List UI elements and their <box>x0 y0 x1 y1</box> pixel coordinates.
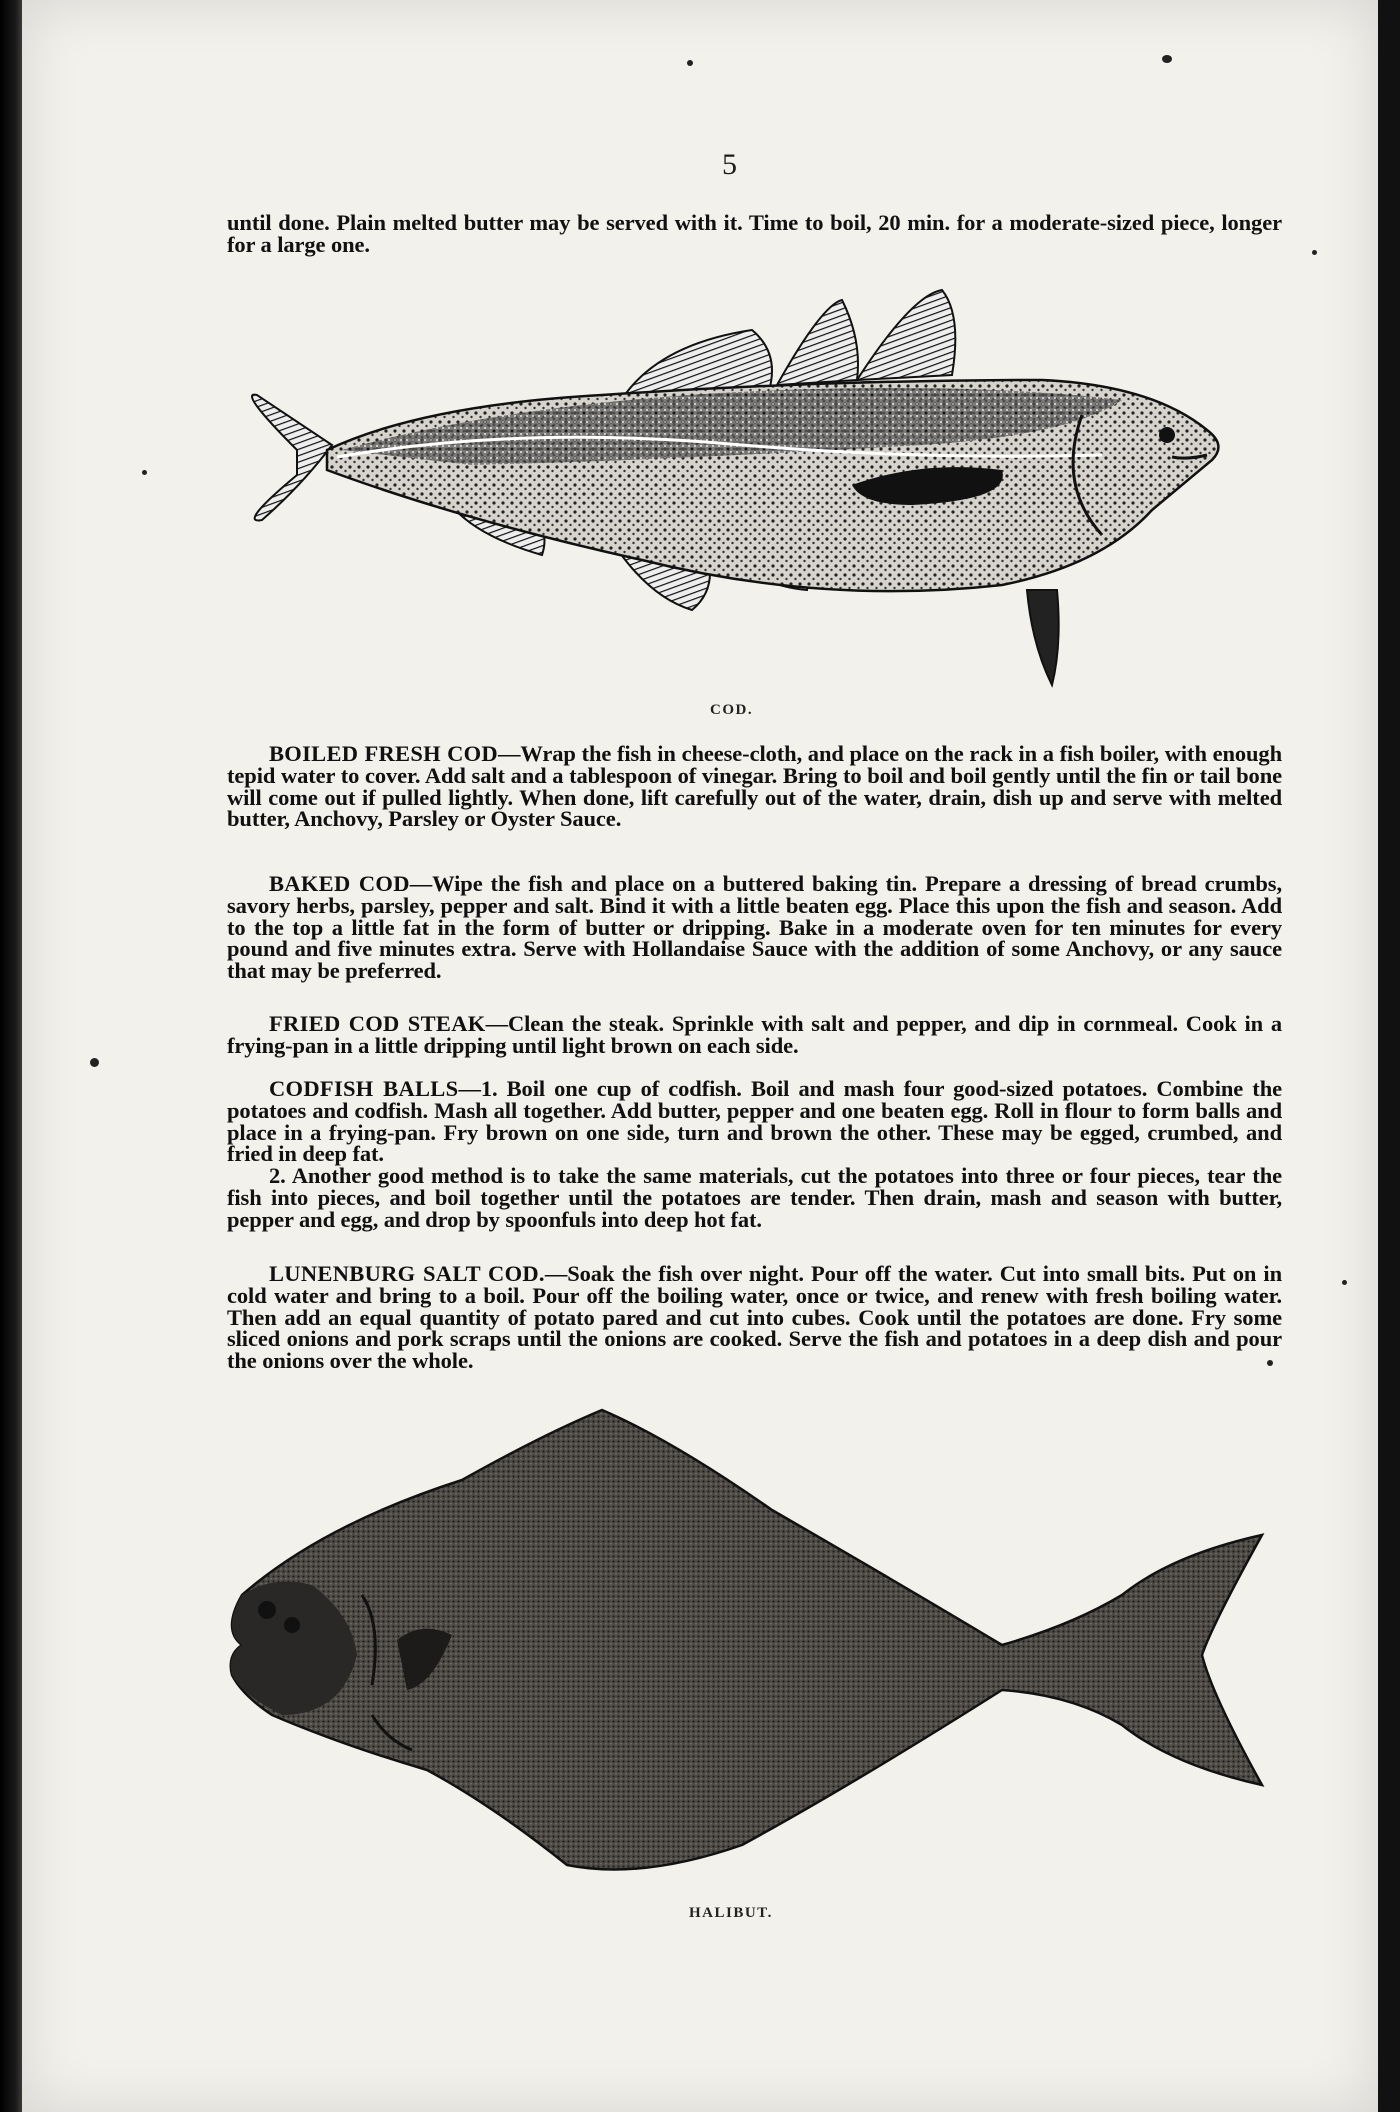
recipe-lunenburg-salt-cod <box>227 1263 1282 1372</box>
recipe-body: —Clean the steak. Sprinkle with salt and pepper, and dip in cornmeal. Cook in a frying-pan in a little dripping until light brown on each side. <box>227 1011 1282 1058</box>
recipe-title: BOILED FRESH COD <box>269 741 498 766</box>
scan-speck <box>1342 1280 1347 1285</box>
page-number: 5 <box>722 148 737 181</box>
book-page[interactable] <box>22 0 1378 2112</box>
scan-speck <box>1267 1360 1273 1366</box>
halibut-illustration <box>212 1395 1292 1915</box>
recipe-baked-cod <box>227 873 1282 982</box>
recipe-title: CODFISH BALLS <box>269 1076 459 1101</box>
halibut-caption: HALIBUT. <box>689 1905 773 1921</box>
recipe-body: —1. Boil one cup of codfish. Boil and mash four good-sized potatoes. Combine the potatoes and codfish. Mash all together. Add butter, pepper and one beaten egg. Roll in flour to form balls and place in a frying-pan. Fry brown on one side, turn and brown the other. These may be egged, crumbed, and fried in deep fat. <box>227 1076 1283 1167</box>
cod-illustration <box>222 285 1282 705</box>
book-spine <box>0 0 22 2112</box>
recipe-codfish-balls <box>227 1078 1282 1231</box>
scan-speck <box>687 60 693 66</box>
recipe-body: —Wipe the fish and place on a buttered baking tin. Prepare a dressing of bread crumbs, savory herbs, parsley, pepper and salt. Bind it with a little beaten egg. Place this upon the fish and season. Add to the top a little fat in the form of butter or dripping. Bake in a moderate oven for ten minutes for every pound and five minutes extra. Serve with Hollandaise Sauce with the addition of some Anchovy, or any sauce that may be preferred. <box>227 871 1282 984</box>
recipe-body: —Soak the fish over night. Pour off the water. Cut into small bits. Put on in cold water and bring to a boil. Pour off the boiling water, once or twice, and renew with fresh boiling water. Then add an equal quantity of potato pared and cut into cubes. Cook until the potatoes are done. Fry some sliced onions and pork scraps until the onions are cooked. Serve the fish and potatoes in a deep dish and pour the onions over the whole. <box>227 1261 1282 1374</box>
intro-text <box>227 212 1282 256</box>
recipe-title: BAKED COD <box>269 871 410 896</box>
scan-speck <box>1312 250 1317 255</box>
recipe-fried-cod-steak <box>227 1013 1282 1057</box>
recipe-title: LUNENBURG SALT COD. <box>269 1261 545 1286</box>
scan-speck <box>90 1058 99 1067</box>
recipe-variation: 2. Another good method is to take the same materials, cut the potatoes into three or four pieces, tear the fish into pieces, and boil together until the potatoes are tender. Then drain, mash and season with butter, pepper and egg, and drop by spoonfuls into deep hot fat. <box>227 1163 1282 1232</box>
recipe-title: FRIED COD STEAK <box>269 1011 486 1036</box>
recipe-body: —Wrap the fish in cheese-cloth, and place on the rack in a fish boiler, with enough tepid water to cover. Add salt and a tablespoon of vinegar. Bring to boil and boil gently until the fin or tail bone will come out if pulled lightly. When done, lift carefully out of the water, drain, dish up and serve with melted butter, Anchovy, Parsley or Oyster Sauce. <box>227 741 1283 832</box>
cod-caption: COD. <box>710 702 754 718</box>
recipe-boiled-fresh-cod <box>227 743 1282 830</box>
scan-speck <box>142 470 147 475</box>
scan-speck <box>1162 55 1172 63</box>
intro-paragraph: until done. Plain melted butter may be served with it. Time to boil, 20 min. for a moderate-sized piece, longer for a large one. <box>227 210 1282 257</box>
